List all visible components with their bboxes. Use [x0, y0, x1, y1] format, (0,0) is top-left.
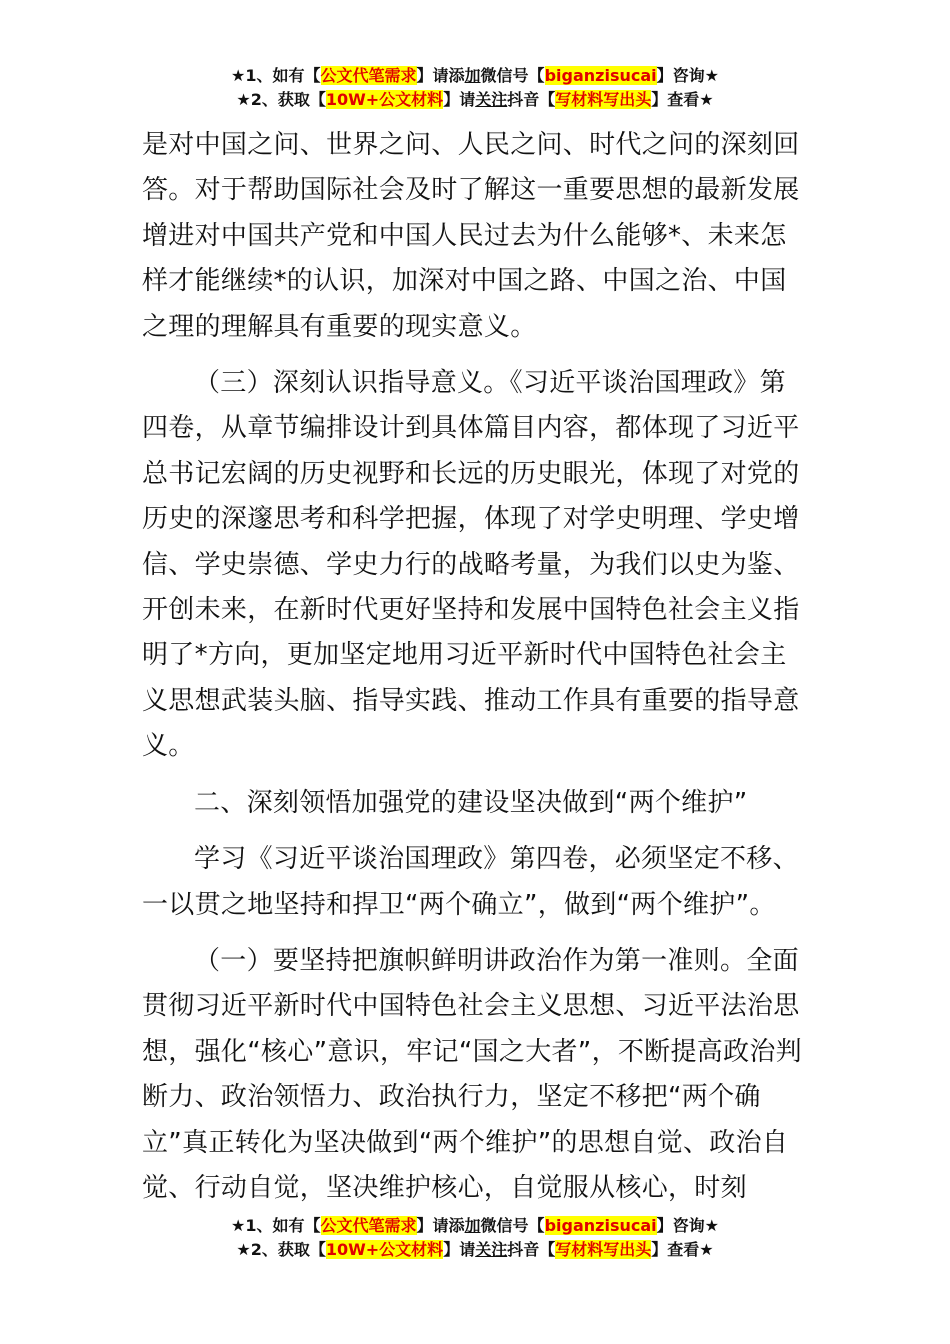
paragraph-political-principle: （一）要坚持把旗帜鲜明讲政治作为第一准则。全面贯彻习近平新时代中国特色社会主义思想、习近平法治思想，强化“核心”意识，牢记“国之大者”，不断提高政治判断力、政治领悟力、政治执行力，坚定不移把“两个确立”真正转化为坚决做到“两个维护”的思想自觉、政治自觉、行动自觉，坚决维护核心，自觉服从核心，时刻	[142, 945, 802, 1203]
promo-text: 】请添	[416, 66, 465, 85]
promo-text: 微信号【	[480, 66, 545, 85]
promo-highlight: 10W+公文材料	[325, 90, 444, 109]
promo-text: 抖音【	[507, 1240, 556, 1259]
promo-text: 】请添	[416, 1216, 465, 1235]
promo-line-1	[0, 1214, 950, 1238]
header-promo-banner	[0, 64, 950, 112]
document-body	[142, 123, 810, 1211]
promo-text: 】咨询★	[656, 1216, 719, 1235]
promo-text: 抖音【	[507, 90, 556, 109]
promo-text: 】查看★	[651, 90, 714, 109]
promo-text: 】咨询★	[656, 66, 719, 85]
promo-text: ★2、获取【	[236, 1240, 326, 1259]
paragraph-guidance-significance: （三）深刻认识指导意义。《习近平谈治国理政》第四卷，从章节编排设计到具体篇目内容，都体现了习近平总书记宏阔的历史视野和长远的历史眼光，体现了对党的历史的深邃思考和科学把握，体现了对学史明理、学史增信、学史崇德、学史力行的战略考量，为我们以史为鉴、开创未来，在新时代更好坚持和发展中国特色社会主义指明了*方向，更加坚定地用习近平新时代中国特色社会主义思想武装头脑、指导实践、推动工作具有重要的指导意义。	[142, 368, 800, 762]
paragraph-two-maintenances: 学习《习近平谈治国理政》第四卷，必须坚定不移、一以贯之地坚持和捍卫“两个确立”，做到“两个维护”。	[142, 844, 799, 920]
promo-text: 微信号【	[480, 1216, 545, 1235]
promo-line-2	[0, 88, 950, 112]
promo-text: ★1、如有【	[231, 66, 321, 85]
promo-highlight: 公文代笔需求	[320, 66, 417, 85]
promo-line-1	[0, 64, 950, 88]
promo-emphasis: 关注	[475, 90, 508, 109]
promo-highlight: biganzisucai	[544, 66, 657, 85]
promo-highlight: 写材料写出头	[555, 1240, 652, 1259]
promo-emphasis: 加	[464, 1216, 481, 1235]
footer-promo-banner	[0, 1214, 950, 1262]
promo-text: 】查看★	[651, 1240, 714, 1259]
promo-highlight: 公文代笔需求	[320, 1216, 417, 1235]
promo-text: 】请	[443, 1240, 476, 1259]
promo-highlight: 写材料写出头	[555, 90, 652, 109]
promo-highlight: 10W+公文材料	[325, 1240, 444, 1259]
promo-emphasis: 加	[464, 66, 481, 85]
section-heading-2: 二、深刻领悟加强党的建设坚决做到“两个维护”	[194, 787, 748, 818]
promo-highlight: biganzisucai	[544, 1216, 657, 1235]
paragraph-continuation: 是对中国之问、世界之问、人民之问、时代之问的深刻回答。对于帮助国际社会及时了解这一重要思想的最新发展增进对中国共产党和中国人民过去为什么能够*、未来怎样才能继续*的认识，加深对中国之路、中国之治、中国之理的理解具有重要的现实意义。	[142, 130, 800, 342]
promo-line-2	[0, 1238, 950, 1262]
promo-text: ★2、获取【	[236, 90, 326, 109]
promo-text: 】请	[443, 90, 476, 109]
promo-emphasis: 关注	[475, 1240, 508, 1259]
promo-text: ★1、如有【	[231, 1216, 321, 1235]
